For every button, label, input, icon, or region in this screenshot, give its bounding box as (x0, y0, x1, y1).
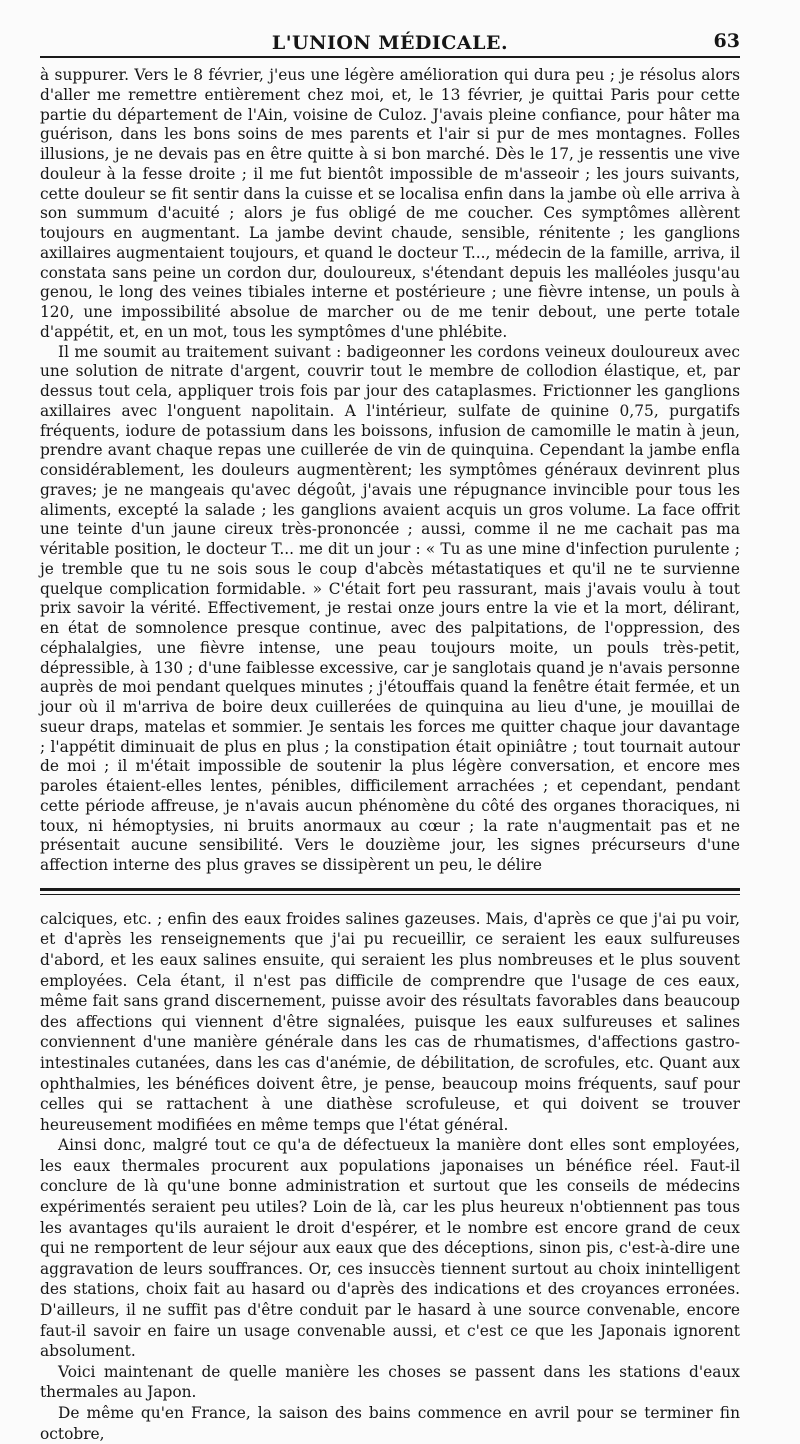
section-separator-rule (40, 888, 740, 895)
running-title: L'UNION MÉDICALE. (271, 32, 509, 54)
paragraph: à suppurer. Vers le 8 février, j'eus une légère amélioration qui dura peu ; je résolus alors d'aller me remettre entièrement chez moi, et, le 13 février, je quittai Paris pour cette partie du département de l'Ain, voisine de Culoz. J'avais pleine confiance, pour hâter ma guérison, dans les bons soins de mes parents et l'air si pur de mes montagnes. Folles illusions, je ne devais pas en être quitte à si bon marché. Dès le 17, je ressentis une vive douleur à la fesse droite ; il me fut bientôt impossible de m'asseoir ; les jours suivants, cette douleur se fit sentir dans la cuisse et se localisa enfin dans la jambe où elle arriva à son summum d'acuité ; alors je fus obligé de me coucher. Ces symptômes allèrent toujours en augmentant. La jambe devint chaude, sensible, rénitente ; les ganglions axillaires augmentaient toujours, et quand le docteur T..., médecin de la famille, arriva, il constata sans peine un cordon dur, douloureux, s'étendant depuis les malléoles jusqu'au genou, le long des veines tibiales interne et postérieure ; une fièvre intense, un pouls à 120, une impossibilité absolue de marcher ou de me tenir debout, une perte totale d'appétit, et, en un mot, tous les symptômes d'une phlébite. (40, 66, 740, 341)
header-rule (40, 56, 740, 58)
paragraph: De même qu'en France, la saison des bains commence en avril pour se terminer fin octobre, (40, 1404, 740, 1443)
page (40, 24, 740, 1444)
paragraph: Voici maintenant de quelle manière les choses se passent dans les stations d'eaux thermales au Japon. (40, 1362, 740, 1402)
paragraph: calciques, etc. ; enfin des eaux froides salines gazeuses. Mais, d'après ce que j'ai pu voir, et d'après les renseignements que j'ai pu recueillir, ce seraient les eaux sulfureuses d'abord, et les eaux salines ensuite, qui seraient les plus nombreuses et le plus souvent employées. Cela étant, il n'est pas difficile de comprendre que l'usage de ces eaux, même fait sans grand discernement, puisse avoir des résultats favorables dans beaucoup des affections qui viennent d'être signalées, puisque les eaux sulfureuses et salines conviennent d'une manière générale dans les cas de rhumatismes, d'affections gastro-intestinales cutanées, dans les cas d'anémie, de débilitation, de scrofules, etc. Quant aux ophthalmies, les bénéfices doivent être, je pense, beaucoup moins fréquents, sauf pour celles qui se rattachent à une diathèse scrofuleuse, et qui doivent se trouver heureusement modifiées en même temps que l'état général. (40, 909, 740, 1134)
lower-text-block (40, 909, 740, 1444)
running-header (40, 24, 740, 54)
upper-text-block (40, 66, 740, 876)
page-number: 63 (713, 30, 740, 52)
paragraph: Il me soumit au traitement suivant : badigeonner les cordons veineux douloureux avec une solution de nitrate d'argent, couvrir tout le membre de collodion élastique, et, par dessus tout cela, appliquer trois fois par jour des cataplasmes. Frictionner les ganglions axillaires avec l'onguent napolitain. A l'intérieur, sulfate de quinine 0,75, purgatifs fréquents, iodure de potassium dans les boissons, infusion de camomille le matin à jeun, prendre avant chaque repas une cuillerée de vin de quinquina. Cependant la jambe enfla considérablement, les douleurs augmentèrent; les symptômes généraux devinrent plus graves; je ne mangeais qu'avec dégoût, j'avais une répugnance invincible pour tous les aliments, excepté la salade ; les ganglions avaient acquis un gros volume. La face offrit une teinte d'un jaune cireux très-prononcée ; aussi, comme il ne me cachait pas ma véritable position, le docteur T... me dit un jour : « Tu as une mine d'infection purulente ; je tremble que tu ne sois sous le coup d'abcès métastatiques et qu'il ne te survienne quelque complication formidable. » C'était fort peu rassurant, mais j'avais voulu à tout prix savoir la vérité. Effectivement, je restai onze jours entre la vie et la mort, délirant, en état de somnolence presque continue, avec des palpitations, de l'oppression, des céphalalgies, une fièvre intense, une peau toujours moite, un pouls très-petit, dépressible, à 130 ; d'une faiblesse excessive, car je sanglotais quand je n'avais personne auprès de moi pendant quelques minutes ; j'étouffais quand la fenêtre était fermée, et un jour où il m'arriva de boire deux cuillerées de quinquina au lieu d'une, je mouillai de sueur draps, matelas et sommier. Je sentais les forces me quitter chaque jour davantage ; l'appétit diminuait de plus en plus ; la constipation était opiniâtre ; tout tournait autour de moi ; il m'était impossible de soutenir la plus légère conversation, et encore mes paroles étaient-elles lentes, pénibles, difficilement arrachées ; et cependant, pendant cette période affreuse, je n'avais aucun phénomène du côté des organes thoraciques, ni toux, ni hémoptysies, ni bruits anormaux au cœur ; la rate n'augmentait pas et ne présentait aucune sensibilité. Vers le douzième jour, les signes précurseurs d'une affection interne des plus graves se dissipèrent un peu, le délire (40, 342, 740, 874)
paragraph: Ainsi donc, malgré tout ce qu'a de défectueux la manière dont elles sont employées, les eaux thermales procurent aux populations japonaises un bénéfice réel. Faut-il conclure de là qu'une bonne administration et surtout que les conseils de médecins expérimentés seraient peu utiles? Loin de là, car les plus heureux n'obtiennent pas tous les avantages qu'ils auraient le droit d'espérer, et le nombre est encore grand de ceux qui ne remportent de leur séjour aux eaux que des déceptions, sinon pis, c'est-à-dire une aggravation de leurs souffrances. Or, ces insuccès tiennent surtout au choix inintelligent des stations, choix fait au hasard ou d'après des indications et des croyances erronées. D'ailleurs, il ne suffit pas d'être conduit par le hasard à une source convenable, encore faut-il savoir en faire un usage convenable aussi, et c'est ce que les Japonais ignorent absolument. (40, 1136, 740, 1361)
